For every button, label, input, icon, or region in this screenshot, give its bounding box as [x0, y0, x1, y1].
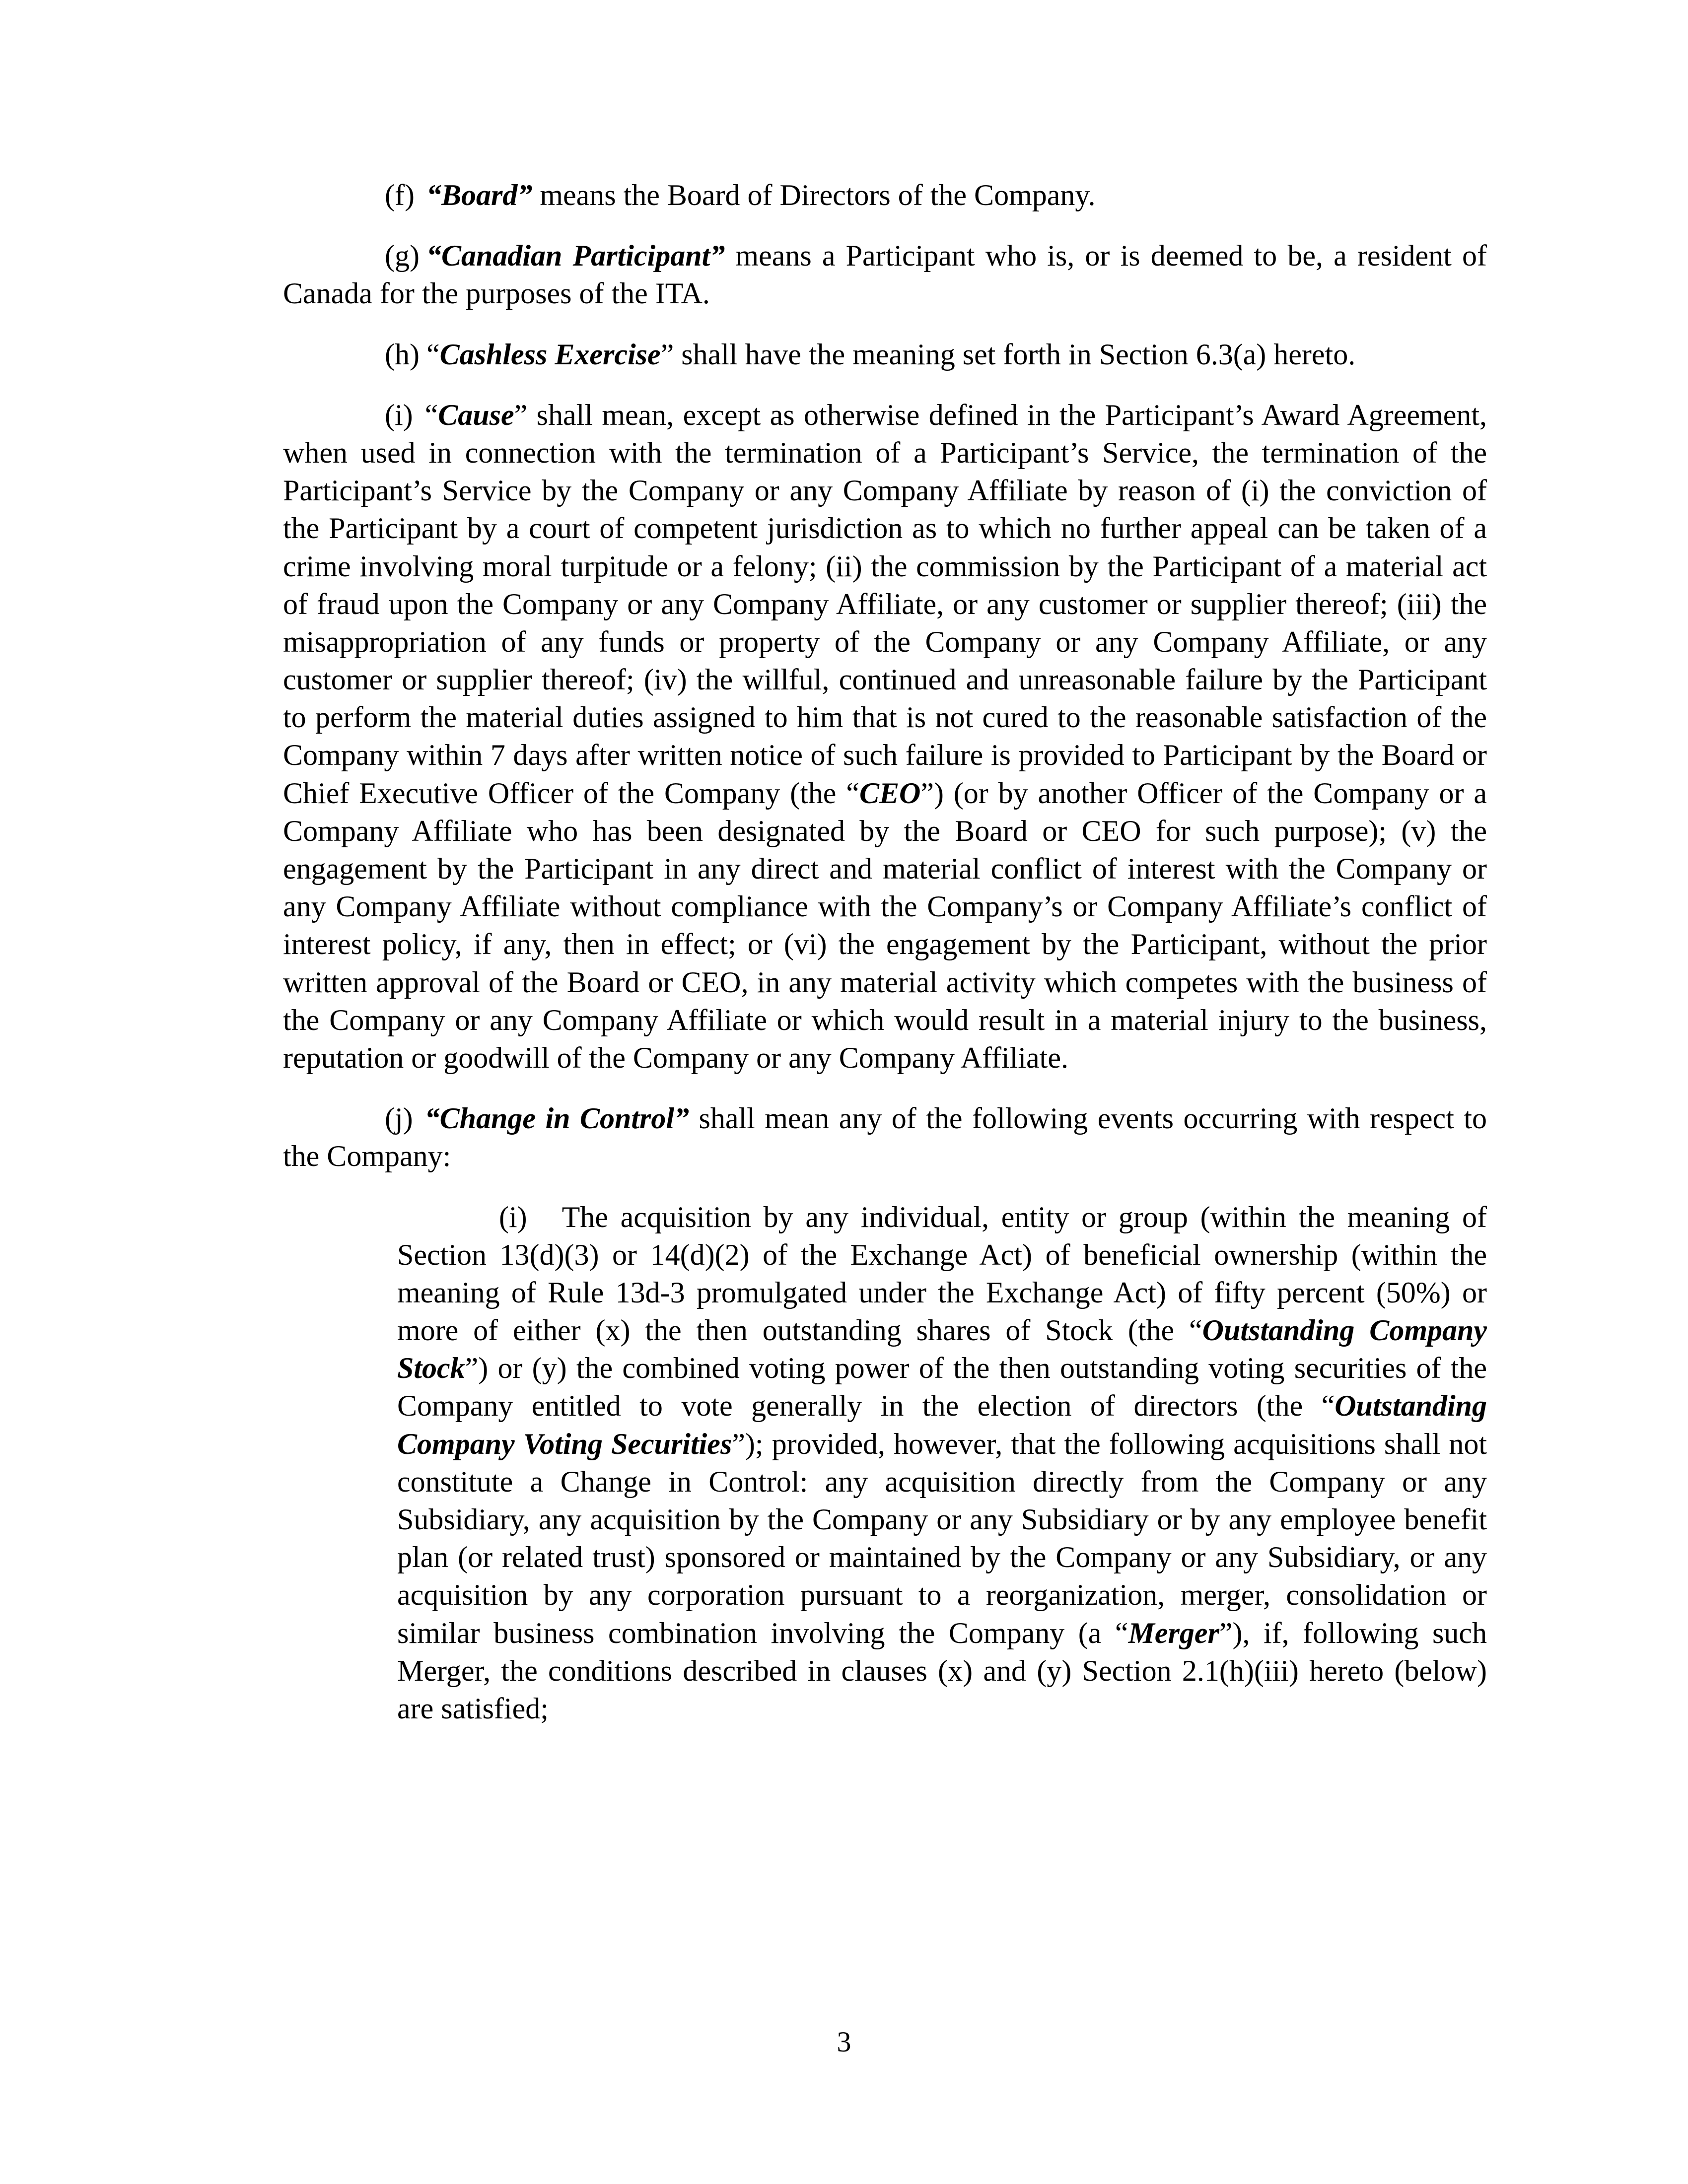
defined-term-ceo: CEO	[859, 776, 921, 810]
definition-text-canadian-participant: means a Participant who is, or is deemed to be, a resident of Canada for the purposes of the ITA.	[283, 239, 1487, 310]
defined-term-merger: Merger	[1128, 1616, 1219, 1649]
defined-term-cause: Cause	[438, 398, 514, 431]
subclause-paragraph-acquisition	[397, 1198, 1487, 1728]
quote-close-cashless: ”	[660, 338, 674, 371]
paragraph-label-j: (j)	[385, 1102, 413, 1135]
definition-text-cause-part2: ”) (or by another Officer of the Company or a Company Affiliate who has been designated by the Board or CEO for such purpose); (v) the engagement by the Participant in any direct and material conflict of interest with the Company or any Company Affiliate without compliance with the Company’s or Company Affiliate’s conflict of interest policy, if any, then in effect; or (vi) the engagement by the Participant, without the prior written approval of the Board or CEO, in any material activity which competes with the business of the Company or any Company Affiliate or which would result in a material injury to the business, reputation or goodwill of the Company or any Company Affiliate.	[283, 776, 1487, 1074]
defined-term-board: “Board”	[426, 179, 533, 211]
definition-text-cause-part1: shall mean, except as otherwise defined in the Participant’s Award Agreement, when used in connection with the termination of a Participant’s Service, the termination of the Participant’s Service by the Company or any Company Affiliate by reason of (i) the conviction of the Participant by a court of competent jurisdiction as to which no further appeal can be taken of a crime involving moral turpitude or a felony; (ii) the commission by the Participant of a material act of fraud upon the Company or any Company Affiliate, or any customer or supplier thereof; (iii) the misappropriation of any funds or property of the Company or any Company Affiliate, or any customer or supplier thereof; (iv) the willful, continued and unreasonable failure by the Participant to perform the material duties assigned to him that is not cured to the reasonable satisfaction of the Company within 7 days after written notice of such failure is provided to Participant by the Board or Chief Executive Officer of the Company (the “	[283, 398, 1487, 810]
defined-term-cashless-exercise: Cashless Exercise	[439, 338, 661, 371]
definition-paragraph-cashless-exercise	[283, 336, 1487, 373]
defined-term-canadian-participant: “Canadian Participant”	[426, 239, 725, 273]
subclause-label-i: (i)	[499, 1200, 527, 1233]
defined-term-outstanding-company-voting-securities: Outstanding Company Voting Securities	[397, 1389, 1487, 1460]
definition-paragraph-cause	[283, 396, 1487, 1077]
paragraph-label-g: (g)	[385, 239, 420, 273]
page-number: 3	[837, 2026, 851, 2058]
definition-text-cashless-exercise: shall have the meaning set forth in Section 6.3(a) hereto.	[674, 338, 1356, 371]
subclause-text-part1: The acquisition by any individual, entity or group (within the meaning of Section 13(d)(3) or 14(d)(2) of the Exchange Act) of beneficial ownership (within the meaning of Rule 13d-3 promulgated under the Exchange Act) of fifty percent (50%) or more of either (x) the then outstanding shares of Stock (the “	[397, 1200, 1487, 1347]
paragraph-label-h: (h)	[385, 338, 420, 371]
quote-close-cause: ”	[514, 398, 528, 431]
subclause-text-part2: ”) or (y) the combined voting power of the then outstanding voting securities of the Company entitled to vote generally in the election of directors (the “	[397, 1352, 1487, 1423]
subclause-text-part3: ”); provided, however, that the following acquisitions shall not constitute a Change in Control: any acquisition directly from the Company or any Subsidiary, any acquisition by the Company or any Subsidiary or by any employee benefit plan (or related trust) sponsored or maintained by the Company or any Subsidiary, or any acquisition by any corporation pursuant to a reorganization, merger, consolidation or similar business combination involving the Company (a “	[397, 1427, 1487, 1649]
quote-open-cause: “	[424, 398, 438, 431]
quote-open-cashless: “	[426, 338, 440, 371]
paragraph-label-f: (f)	[385, 179, 415, 211]
defined-term-change-in-control: “Change in Control”	[424, 1102, 690, 1135]
defined-term-outstanding-company-stock: Outstanding Company Stock	[397, 1314, 1487, 1385]
definition-paragraph-change-in-control	[283, 1099, 1487, 1175]
definition-paragraph-board	[283, 176, 1487, 214]
paragraph-label-i: (i)	[385, 398, 413, 431]
subclause-text-part4: ”), if, following such Merger, the conditions described in clauses (x) and (y) Section 2.1(h)(iii) hereto (below) are satisfied;	[397, 1616, 1487, 1725]
definition-paragraph-canadian-participant	[283, 237, 1487, 312]
definition-text-board: means the Board of Directors of the Company.	[532, 179, 1096, 211]
definition-text-change-in-control: shall mean any of the following events occurring with respect to the Company:	[283, 1102, 1487, 1173]
document-body	[283, 176, 1487, 1750]
